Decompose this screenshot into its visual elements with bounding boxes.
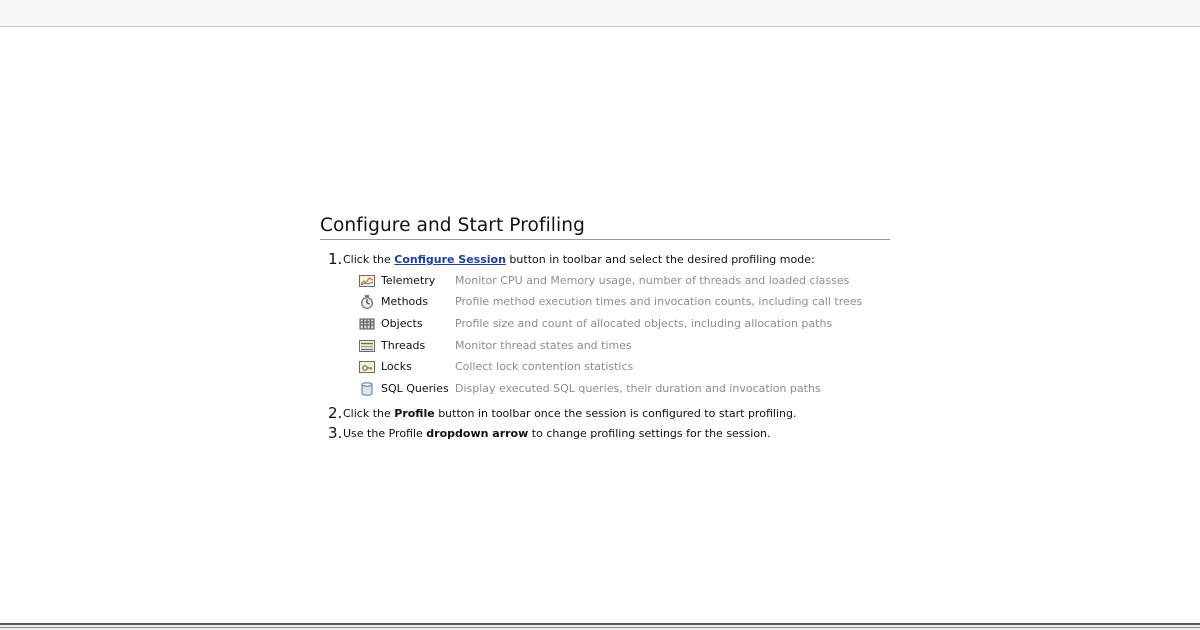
profiling-help-panel bbox=[320, 214, 890, 441]
step-2 bbox=[320, 403, 890, 422]
mode-row-methods bbox=[359, 292, 890, 314]
mode-description: Profile method execution times and invocation counts, including call trees bbox=[455, 295, 863, 309]
step-2-text-end: button in toolbar once the session is configured to start profiling. bbox=[434, 406, 797, 420]
step-number: 2. bbox=[328, 403, 343, 422]
step-3 bbox=[320, 423, 890, 442]
profiling-modes-list bbox=[359, 270, 890, 400]
mode-name: SQL Queries bbox=[381, 381, 449, 395]
locks-icon bbox=[359, 360, 375, 374]
configure-session-link[interactable]: Configure Session bbox=[394, 253, 506, 266]
methods-icon bbox=[359, 295, 375, 309]
mode-description: Monitor CPU and Memory usage, number of threads and loaded classes bbox=[455, 273, 850, 287]
step-3-text bbox=[320, 423, 890, 442]
step-1 bbox=[320, 250, 890, 400]
objects-icon bbox=[359, 317, 375, 331]
sql-queries-icon bbox=[359, 382, 375, 396]
mode-row-threads bbox=[359, 335, 890, 357]
top-toolbar-strip bbox=[0, 0, 1200, 27]
mode-description: Display executed SQL queries, their duration and invocation paths bbox=[455, 381, 821, 395]
mode-name: Methods bbox=[381, 295, 428, 309]
mode-description: Profile size and count of allocated objects, including allocation paths bbox=[455, 316, 833, 330]
step-1-text-end: button in toolbar and select the desired profiling mode: bbox=[505, 253, 815, 266]
mode-row-objects bbox=[359, 313, 890, 335]
mode-row-sql-queries bbox=[359, 378, 890, 400]
mode-name: Objects bbox=[381, 316, 423, 330]
telemetry-icon bbox=[359, 274, 375, 288]
mode-row-locks bbox=[359, 356, 890, 378]
page-title: Configure and Start Profiling bbox=[320, 215, 585, 236]
step-3-text-start: Use the Profile bbox=[343, 426, 427, 440]
step-2-text-start: Click the bbox=[343, 406, 395, 420]
mode-row-telemetry bbox=[359, 270, 890, 292]
mode-name: Telemetry bbox=[381, 273, 436, 287]
step-number: 1. bbox=[328, 250, 343, 268]
mode-name: Locks bbox=[381, 360, 412, 374]
title-divider bbox=[320, 239, 890, 240]
mode-description: Collect lock contention statistics bbox=[455, 360, 634, 374]
step-number: 3. bbox=[328, 423, 343, 442]
step-1-text-start: Click the bbox=[343, 253, 395, 266]
mode-description: Monitor thread states and times bbox=[455, 338, 632, 352]
step-1-text bbox=[320, 250, 890, 268]
mode-name: Threads bbox=[381, 338, 426, 352]
step-2-text bbox=[320, 403, 890, 422]
threads-icon bbox=[359, 339, 375, 353]
profile-button-reference: Profile bbox=[394, 406, 435, 420]
dropdown-arrow-reference: dropdown arrow bbox=[426, 426, 529, 440]
step-3-text-end: to change profiling settings for the session. bbox=[528, 426, 771, 440]
bottom-status-strip bbox=[0, 623, 1200, 630]
